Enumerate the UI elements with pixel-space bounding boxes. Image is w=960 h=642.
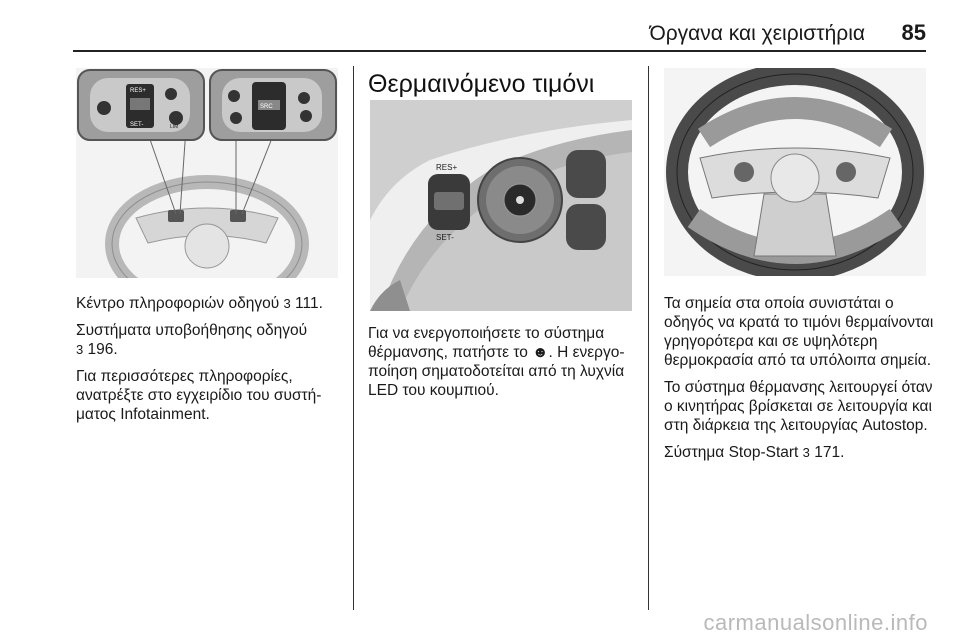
watermark: carmanualsonline.info	[703, 610, 928, 635]
label-res: RES+	[130, 88, 146, 94]
page-number: 85	[901, 20, 926, 45]
heated-wheel-button-figure	[370, 100, 632, 311]
left-control-panel-inset	[78, 70, 204, 140]
paragraph-infotainment: Για περισσότερες πληροφορίες, ανατρέξτε στο εγχειρίδιο του συστήματος Infotainment.	[76, 368, 322, 423]
label-set-2: SET-	[436, 233, 454, 242]
right-control-panel-inset	[210, 70, 336, 140]
paragraph-activation: Για να ενεργοποιήσετε το σύστημα θέρμανσης, πατήστε το ☻. Η ενεργοποίηση σηματοδοτείται από τη λυχνία LED του κουμπιού.	[368, 325, 625, 399]
steering-controls-figure	[76, 68, 338, 278]
ref-arrow-icon: 3	[283, 296, 291, 311]
column-divider-2	[648, 66, 649, 610]
label-lim: LIM	[170, 124, 179, 130]
heated-wheel-zones-figure	[664, 68, 926, 276]
paragraph-assist-systems: Συστήματα υποβοήθησης οδηγού 3 196.	[76, 322, 308, 358]
paragraph-stop-start: Σύστημα Stop-Start 3 171.	[664, 444, 845, 461]
label-set: SET-	[130, 122, 144, 128]
section-heading: Θερμαινόμενο τιμόνι	[368, 70, 595, 98]
label-res-2: RES+	[436, 163, 458, 172]
column-1-text	[76, 294, 346, 432]
ref-arrow-icon: 3	[802, 445, 810, 460]
paragraph-grip-zones: Τα σημεία στα οποία συνιστάται ο οδηγός να κρατά το τιμόνι θερμαίνονται γρηγορότερα και σε υψηλότερη θερμοκρασία από τα υπόλοιπα σημεία.	[664, 295, 934, 369]
paragraph-driver-info: Κέντρο πληροφοριών οδηγού 3 111.	[76, 295, 323, 312]
page-header-title: Όργανα και χειριστήρια	[649, 22, 865, 45]
label-src: SRC	[260, 104, 273, 110]
column-3-text	[664, 294, 934, 470]
paragraph-operation: Το σύστημα θέρμανσης λειτουργεί όταν ο κινητήρας βρίσκεται σε λειτουργία και στη διάρκεια της λειτουργίας Autostop.	[664, 379, 933, 434]
header-divider	[73, 50, 926, 52]
column-2-text	[368, 324, 638, 408]
column-divider-1	[353, 66, 354, 610]
ref-arrow-icon: 3	[76, 342, 84, 357]
